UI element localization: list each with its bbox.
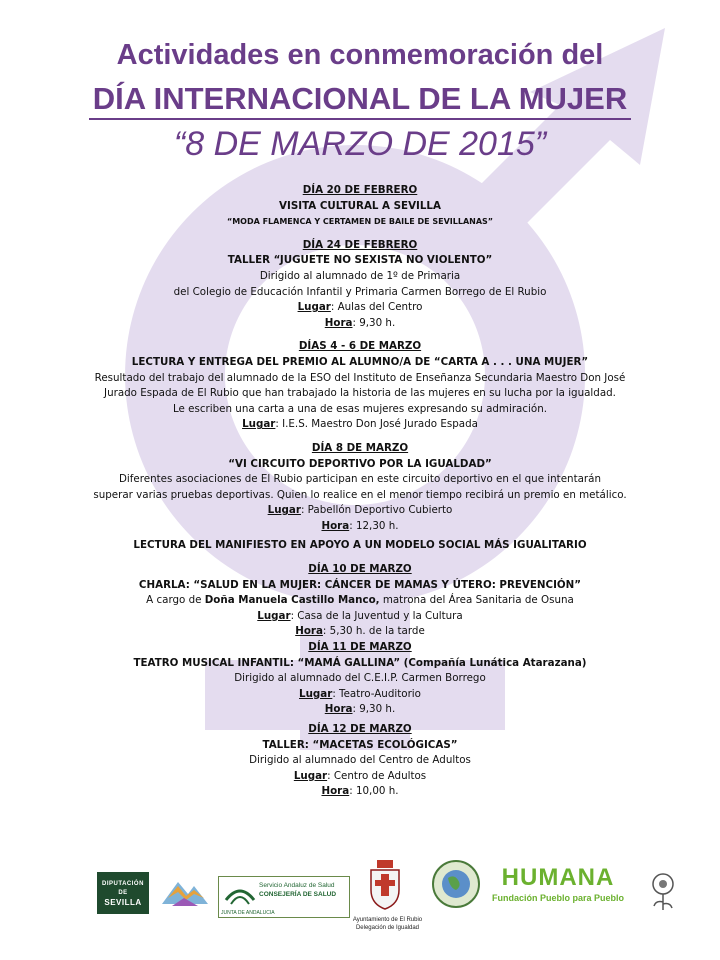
event-title: “VI CIRCUITO DEPORTIVO POR LA IGUALDAD”: [228, 457, 492, 470]
sevilla-logo-text: DIPUTACIÓN: [102, 880, 144, 887]
humana-logo-icon: [488, 864, 628, 904]
place-label: Lugar: [293, 769, 328, 782]
event-date: DÍA 12 DE MARZO: [308, 723, 412, 735]
event-time: [40, 784, 680, 800]
place-value: : Teatro-Auditorio: [332, 687, 421, 700]
place-value: : Aulas del Centro: [330, 301, 423, 314]
title-line-2: DÍA INTERNACIONAL DE LA MUJER: [89, 80, 631, 120]
sevilla-logo-text: SEVILLA: [104, 897, 142, 907]
event-time: [40, 316, 680, 332]
time-value: : 12,30 h.: [349, 519, 399, 532]
time-value: : 9,30 h.: [352, 316, 396, 329]
place-label: Lugar: [267, 504, 301, 517]
event-title: VISITA CULTURAL A SEVILLA: [279, 199, 441, 212]
time-value: : 9,30 h.: [352, 703, 396, 716]
ayuntamiento-department: Delegación de Igualdad: [355, 925, 420, 931]
event-time: [40, 624, 680, 640]
place-value: : I.E.S. Maestro Don José Jurado Espada: [275, 418, 478, 431]
event-place: [40, 300, 680, 316]
event-description: Dirigido al alumnado del Centro de Adultos: [249, 754, 471, 767]
time-value: : 10,00 h.: [349, 785, 399, 798]
manifesto-reading: LECTURA DEL MANIFIESTO EN APOYO A UN MODELO SOCIAL MÁS IGUALITARIO: [133, 539, 587, 552]
speaker-role: matrona del Área Sanitaria de Osuna: [379, 594, 574, 607]
sas-logo-icon: [218, 876, 350, 918]
event-description: Le escriben una carta a una de esas mujeres expresando su admiración.: [173, 402, 547, 415]
place-label: Lugar: [257, 609, 291, 622]
speaker-name: Doña Manuela Castillo Manco,: [204, 594, 380, 607]
speaker-prefix: A cargo de: [146, 594, 205, 607]
program: [40, 183, 680, 800]
event-place: [40, 417, 680, 433]
event-description: del Colegio de Educación Infantil y Primaria Carmen Borrego de El Rubio: [173, 285, 547, 298]
event-date: DÍA 24 DE FEBRERO: [302, 238, 418, 251]
place-label: Lugar: [242, 418, 276, 431]
humana-title: HUMANA: [501, 864, 615, 891]
time-label: Hora: [324, 316, 353, 329]
event-date: DÍA 11 DE MARZO: [308, 641, 412, 654]
sevilla-logo-text: DE: [118, 889, 128, 896]
event-description: Diferentes asociaciones de El Rubio participan en este circuito deportivo en el que intentarán: [118, 473, 602, 486]
place-label: Lugar: [299, 687, 333, 700]
diputacion-sevilla-logo-icon: [97, 872, 149, 914]
sas-consejeria: CONSEJERÍA DE SALUD: [259, 891, 337, 898]
place-value: : Casa de la Juventud y la Cultura: [290, 609, 463, 622]
event-subtitle: “MODA FLAMENCA Y CERTAMEN DE BAILE DE SEVILLANAS”: [226, 217, 494, 227]
event-place: [40, 769, 680, 785]
event-date: DÍA 10 DE MARZO: [308, 563, 412, 576]
header: [0, 36, 720, 164]
event-place: [40, 609, 680, 625]
event-title: TALLER “JUGUETE NO SEXISTA NO VIOLENTO”: [227, 254, 493, 267]
flower-logo-icon: [646, 870, 680, 914]
sponsor-logos: [0, 858, 720, 938]
sas-name: Servicio Andaluz de Salud: [259, 882, 335, 889]
event-title: TEATRO MUSICAL INFANTIL: “MAMÁ GALLINA” (Compañía Lunática Atarazana): [133, 656, 587, 669]
sas-junta: JUNTA DE ANDALUCIA: [221, 910, 275, 916]
event-place: [40, 503, 680, 519]
event-date: DÍA 20 DE FEBRERO: [302, 184, 418, 196]
event-date: DÍAS 4 - 6 DE MARZO: [298, 340, 422, 353]
event-date: DÍA 8 DE MARZO: [311, 441, 409, 454]
event-time: [40, 702, 680, 718]
event-time: [40, 519, 680, 535]
humana-subtitle: Fundación Pueblo para Pueblo: [491, 893, 624, 903]
event-description: superar varias pruebas deportivas. Quien lo realice en el menor tiempo recibirá un premio en metálico.: [93, 488, 627, 501]
event-title: LECTURA Y ENTREGA DEL PREMIO AL ALUMNO/A DE “CARTA A . . . UNA MUJER”: [131, 355, 589, 368]
event-title: TALLER: “MACETAS ECOLÓGICAS”: [262, 738, 458, 751]
event-description: Jurado Espada de El Rubio que han trabajado la historia de las mujeres en su lucha por la igualdad.: [104, 387, 616, 400]
title-date: “8 DE MARZO DE 2015”: [173, 125, 547, 163]
time-label: Hora: [321, 519, 350, 532]
mountain-logo-icon: [160, 868, 210, 910]
event-description: Dirigido al alumnado del C.E.I.P. Carmen Borrego: [234, 672, 486, 685]
title-line-1: Actividades en conmemoración del: [116, 39, 604, 71]
event-description: Resultado del trabajo del alumnado de la ESO del Instituto de Enseñanza Secundaria Maestro Don José: [94, 371, 626, 384]
coat-of-arms-icon: [367, 860, 403, 910]
time-label: Hora: [295, 625, 323, 638]
place-value: : Centro de Adultos: [327, 769, 427, 782]
place-label: Lugar: [297, 301, 331, 314]
event-description: Dirigido al alumnado de 1º de Primaria: [259, 269, 461, 282]
time-label: Hora: [324, 703, 353, 716]
time-label: Hora: [321, 785, 350, 798]
place-value: : Pabellón Deportivo Cubierto: [300, 504, 453, 517]
event-title: CHARLA: “SALUD EN LA MUJER: CÁNCER DE MAMAS Y ÚTERO: PREVENCIÓN”: [138, 578, 582, 591]
ayuntamiento-caption: [340, 916, 435, 932]
ayuntamiento-name: Ayuntamiento de El Rubio: [352, 917, 423, 923]
event-place: [40, 687, 680, 703]
time-value: : 5,30 h. de la tarde: [322, 625, 425, 638]
event-description: [40, 593, 680, 609]
globe-logo-icon: [432, 860, 480, 908]
